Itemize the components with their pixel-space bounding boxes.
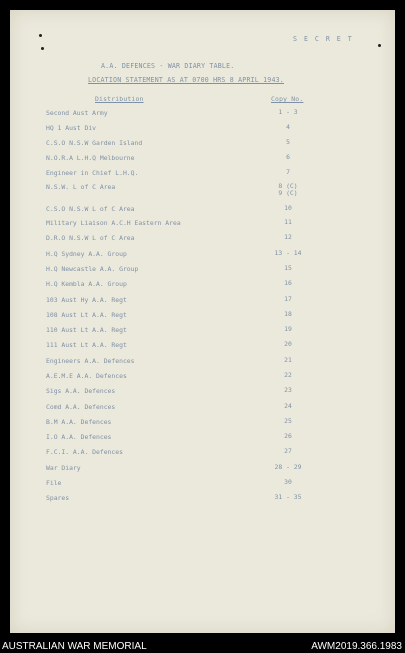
copy-no-header: Copy No.	[271, 95, 304, 103]
table-row	[10, 494, 395, 504]
copy-number: 19	[284, 325, 292, 333]
distribution-name: Engineers A.A. Defences	[46, 357, 135, 365]
table-row	[10, 387, 395, 397]
table-row	[10, 234, 395, 244]
image-footer	[0, 641, 405, 653]
copy-number: 12	[284, 233, 292, 241]
distribution-name: 110 Aust Lt A.A. Regt	[46, 326, 127, 334]
table-row	[10, 169, 395, 179]
copy-number: 5	[286, 138, 290, 146]
distribution-name: N.O.R.A L.H.Q Melbourne	[46, 154, 135, 162]
punch-hole	[39, 34, 42, 37]
table-row	[10, 250, 395, 260]
table-row	[10, 464, 395, 474]
distribution-name: F.C.I. A.A. Defences	[46, 448, 123, 456]
distribution-name: N.S.W. L of C Area	[46, 183, 116, 191]
copy-number: 7	[286, 168, 290, 176]
copy-number: 21	[284, 356, 292, 364]
distribution-name: Second Aust Army	[46, 109, 108, 117]
table-row	[10, 418, 395, 428]
reference-number: AWM2019.366.1983	[311, 641, 402, 652]
distribution-name: D.R.O N.S.W L of C Area	[46, 234, 135, 242]
table-row	[10, 280, 395, 290]
source-credit: AUSTRALIAN WAR MEMORIAL	[2, 641, 147, 652]
document-subtitle: LOCATION STATEMENT AS AT 0700 HRS 8 APRIL 1943.	[88, 76, 284, 84]
distribution-name: Military Liaison A.C.H Eastern Area	[46, 219, 181, 227]
copy-number: 4	[286, 123, 290, 131]
distribution-name: Sigs A.A. Defences	[46, 387, 116, 395]
copy-number: 13 - 14	[274, 249, 302, 257]
copy-number: 20	[284, 340, 292, 348]
distribution-header: Distribution	[95, 95, 144, 103]
classification-stamp: S E C R E T	[293, 35, 354, 43]
table-row	[10, 372, 395, 382]
table-row	[10, 219, 395, 229]
distribution-name: B.M A.A. Defences	[46, 418, 112, 426]
copy-number: 22	[284, 371, 292, 379]
distribution-name: 103 Aust Hy A.A. Regt	[46, 296, 127, 304]
distribution-name: 111 Aust Lt A.A. Regt	[46, 341, 127, 349]
distribution-name: A.E.M.E A.A. Defences	[46, 372, 127, 380]
table-row	[10, 296, 395, 306]
distribution-name: H.Q Kembla A.A. Group	[46, 280, 127, 288]
document-page	[10, 10, 395, 633]
distribution-name: H.Q Newcastle A.A. Group	[46, 265, 139, 273]
copy-number: 30	[284, 478, 292, 486]
copy-number: 18	[284, 310, 292, 318]
distribution-name: File	[46, 479, 62, 487]
copy-number: 27	[284, 447, 292, 455]
table-row	[10, 326, 395, 336]
punch-hole	[378, 44, 381, 47]
copy-number: 11	[284, 218, 292, 226]
table-row	[10, 182, 395, 197]
table-row	[10, 109, 395, 119]
distribution-name: H.Q Sydney A.A. Group	[46, 250, 127, 258]
table-row	[10, 433, 395, 443]
table-row	[10, 124, 395, 134]
table-row	[10, 341, 395, 351]
copy-number: 17	[284, 295, 292, 303]
distribution-name: Spares	[46, 494, 70, 502]
distribution-name: C.S.O N.S.W L of C Area	[46, 205, 135, 213]
copy-number: 25	[284, 417, 292, 425]
copy-number: 1 - 3	[278, 108, 298, 116]
copy-number: 8 (C) 9 (C)	[278, 182, 298, 197]
table-row	[10, 154, 395, 164]
copy-number: 28 - 29	[274, 463, 302, 471]
distribution-name: 108 Aust Lt A.A. Regt	[46, 311, 127, 319]
copy-number: 10	[284, 204, 292, 212]
distribution-name: I.O A.A. Defences	[46, 433, 112, 441]
table-row	[10, 205, 395, 215]
punch-hole	[41, 47, 44, 50]
distribution-name: Comd A.A. Defences	[46, 403, 116, 411]
distribution-name: C.S.O N.S.W Garden Island	[46, 139, 143, 147]
table-row	[10, 479, 395, 489]
distribution-name: HQ 1 Aust Div	[46, 124, 97, 132]
copy-number: 23	[284, 386, 292, 394]
distribution-name: War Diary	[46, 464, 81, 472]
copy-number: 24	[284, 402, 292, 410]
copy-number: 15	[284, 264, 292, 272]
table-row	[10, 311, 395, 321]
table-row	[10, 357, 395, 367]
document-title: A.A. DEFENCES - WAR DIARY TABLE.	[101, 62, 235, 70]
table-row	[10, 403, 395, 413]
copy-number: 31 - 35	[274, 493, 302, 501]
copy-number: 6	[286, 153, 290, 161]
table-row	[10, 265, 395, 275]
copy-number: 16	[284, 279, 292, 287]
distribution-name: Engineer in Chief L.H.Q.	[46, 169, 139, 177]
table-row	[10, 139, 395, 149]
copy-number: 26	[284, 432, 292, 440]
table-row	[10, 448, 395, 458]
